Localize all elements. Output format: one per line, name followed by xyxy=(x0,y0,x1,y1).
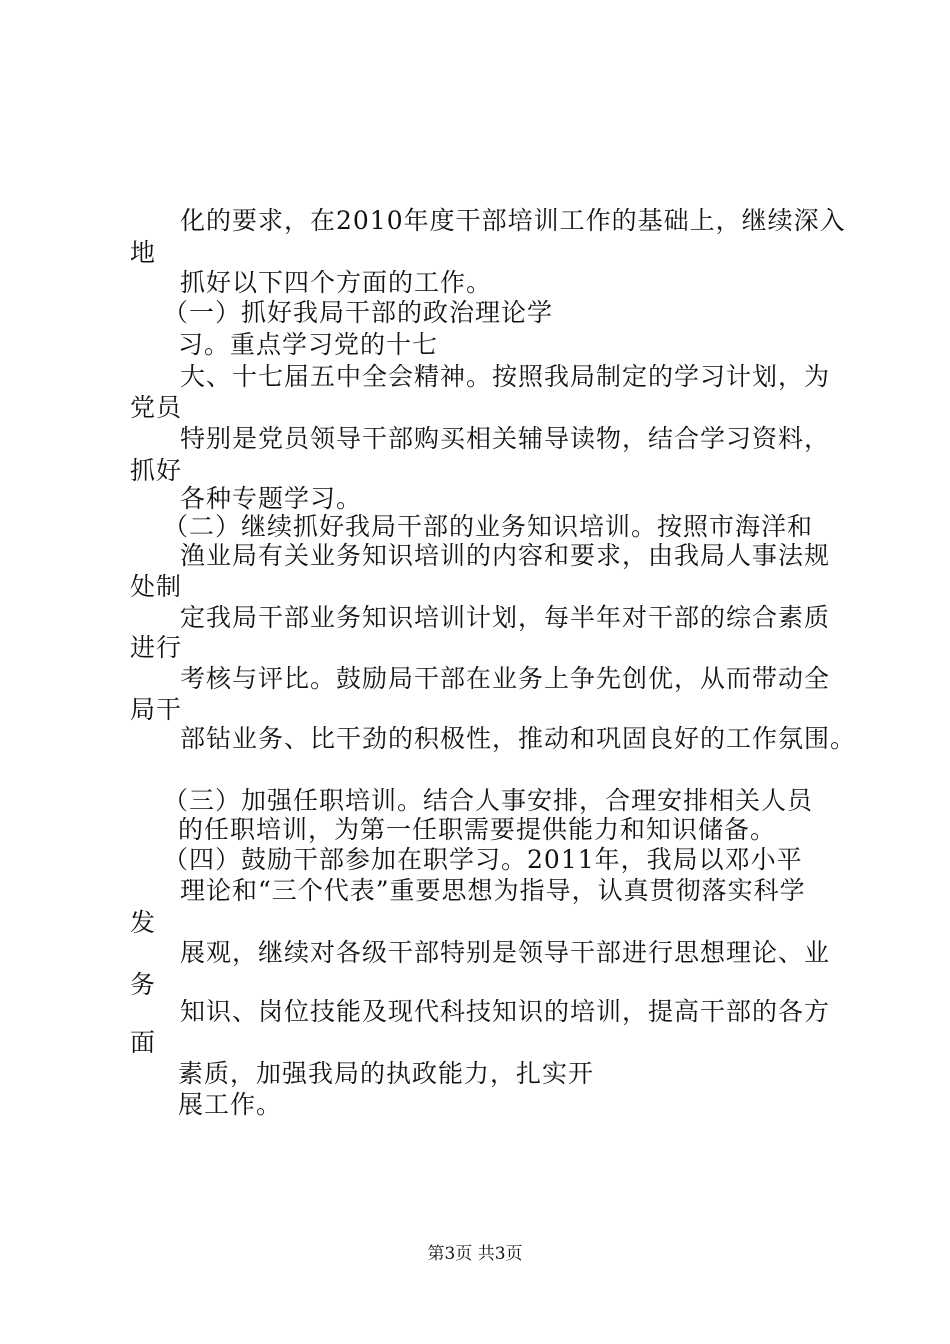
text-line: 定我局干部业务知识培训计划，每半年对干部的综合素质 xyxy=(180,603,831,632)
text-line: 局干 xyxy=(130,695,183,724)
text-line: 处制 xyxy=(130,572,183,601)
text-line: 展观，继续对各级干部特别是领导干部进行思想理论、业 xyxy=(180,938,831,967)
page-number: 第3页 共3页 xyxy=(427,1244,523,1264)
text-line: （二）继续抓好我局干部的业务知识培训。按照市海洋和 xyxy=(163,512,814,541)
text-line: 素质，加强我局的执政能力，扎实开 xyxy=(178,1059,595,1088)
text-line: 务 xyxy=(130,970,157,999)
text-line: 化的要求，在2010年度干部培训工作的基础上，继续深入 xyxy=(180,206,846,235)
text-line: 习。重点学习党的十七 xyxy=(178,330,439,359)
text-line: 各种专题学习。 xyxy=(180,484,363,513)
text-line: （一）抓好我局干部的政治理论学 xyxy=(163,298,554,327)
text-line: 发 xyxy=(130,908,157,937)
text-line: 抓好以下四个方面的工作。 xyxy=(180,268,493,297)
text-line: 进行 xyxy=(130,633,183,662)
text-line: 大、十七届五中全会精神。按照我局制定的学习计划，为 xyxy=(180,362,831,391)
text-line: 特别是党员领导干部购买相关辅导读物，结合学习资料， xyxy=(180,424,831,453)
text-line: 考核与评比。鼓励局干部在业务上争先创优，从而带动全 xyxy=(180,664,831,693)
text-line: 部钻业务、比干劲的积极性，推动和巩固良好的工作氛围。 xyxy=(180,724,857,753)
text-line: 理论和“三个代表”重要思想为指导，认真贯彻落实科学 xyxy=(180,876,806,905)
text-line: 知识、岗位技能及现代科技知识的培训，提高干部的各方 xyxy=(180,997,831,1026)
text-line: （三）加强任职培训。结合人事安排，合理安排相关人员 xyxy=(163,786,814,815)
text-line: （四）鼓励干部参加在职学习。2011年，我局以邓小平 xyxy=(163,845,803,874)
text-line: 地 xyxy=(130,238,157,267)
text-line: 渔业局有关业务知识培训的内容和要求，由我局人事法规 xyxy=(180,541,831,570)
text-line: 展工作。 xyxy=(178,1090,283,1119)
text-line: 党员 xyxy=(130,393,183,422)
text-line: 的任职培训，为第一任职需要提供能力和知识储备。 xyxy=(178,815,777,844)
text-line: 面 xyxy=(130,1028,157,1057)
text-line: 抓好 xyxy=(130,456,183,485)
